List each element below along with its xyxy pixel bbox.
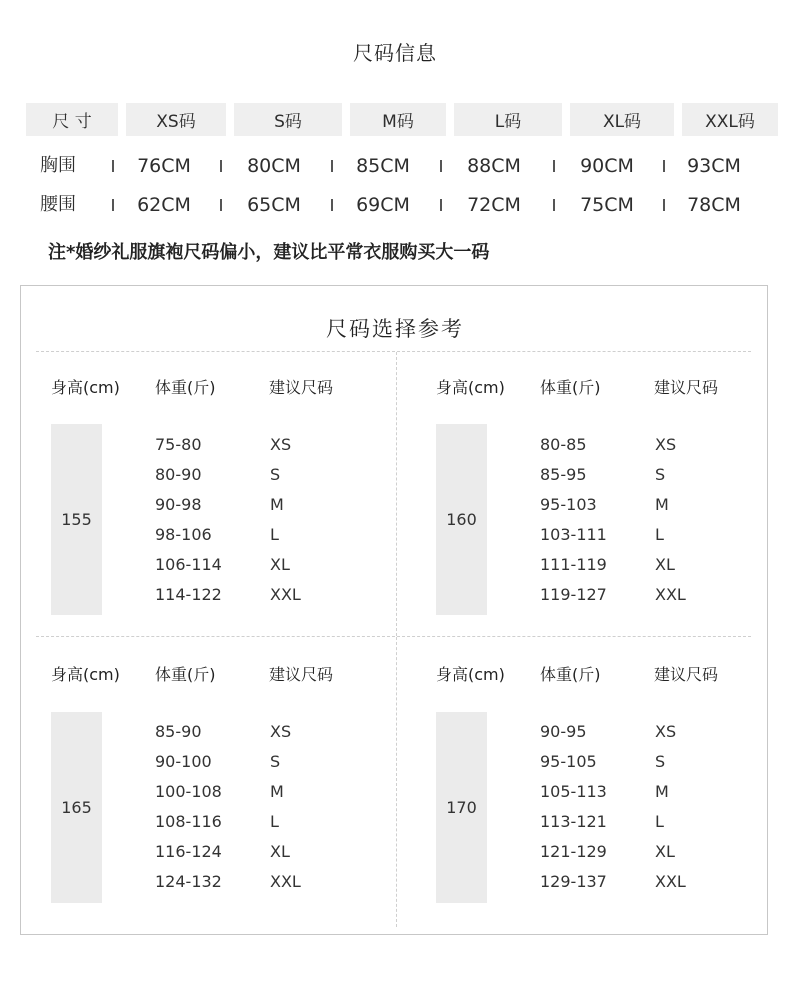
size-label: XXL [270, 585, 301, 604]
chest-value: 85CM [356, 155, 410, 177]
size-label: S [270, 752, 281, 771]
height-value: 155 [51, 424, 102, 615]
size-label: L [270, 812, 279, 831]
size-label: M [270, 782, 284, 801]
waist-value: 65CM [247, 194, 301, 216]
waist-value: 75CM [580, 194, 634, 216]
waist-value: 69CM [356, 194, 410, 216]
size-header: 建议尺码 [269, 665, 334, 684]
size-label: L [655, 812, 664, 831]
size-header-label: 尺 寸 [26, 103, 118, 136]
waist-label: 腰围 [40, 194, 76, 215]
weight-range: 80-85 [540, 435, 587, 454]
weight-range: 119-127 [540, 585, 607, 604]
size-label: XS [270, 722, 292, 741]
size-label: XL [655, 555, 675, 574]
weight-range: 114-122 [155, 585, 222, 604]
height-header: 身高(cm) [51, 378, 120, 397]
reference-group-155 [21, 375, 381, 655]
waist-value: 72CM [467, 194, 521, 216]
size-header-s: S码 [234, 103, 342, 136]
size-label: L [655, 525, 664, 544]
size-label: XS [655, 435, 677, 454]
weight-range: 124-132 [155, 872, 222, 891]
height-header: 身高(cm) [436, 378, 505, 397]
weight-range: 90-95 [540, 722, 587, 741]
weight-header: 体重(斤) [540, 665, 601, 684]
weight-range: 103-111 [540, 525, 607, 544]
chest-value: 93CM [687, 155, 741, 177]
size-label: XXL [655, 872, 686, 891]
size-header-xl: XL码 [570, 103, 674, 136]
size-label: S [270, 465, 281, 484]
size-note: 注*婚纱礼服旗袍尺码偏小，建议比平常衣服购买大一码 [48, 242, 490, 263]
height-value: 165 [51, 712, 102, 903]
size-header-m: M码 [350, 103, 446, 136]
chest-value: 76CM [137, 155, 191, 177]
chest-value: 88CM [467, 155, 521, 177]
weight-range: 90-100 [155, 752, 212, 771]
height-header: 身高(cm) [51, 665, 120, 684]
waist-row [0, 190, 790, 220]
chest-value: 80CM [247, 155, 301, 177]
size-label: M [655, 495, 669, 514]
weight-range: 90-98 [155, 495, 202, 514]
weight-header: 体重(斤) [155, 378, 216, 397]
chest-row [0, 151, 790, 181]
weight-range: 85-95 [540, 465, 587, 484]
waist-value: 62CM [137, 194, 191, 216]
reference-group-170 [406, 662, 766, 942]
weight-range: 111-119 [540, 555, 607, 574]
size-header-l: L码 [454, 103, 562, 136]
weight-range: 116-124 [155, 842, 222, 861]
weight-range: 129-137 [540, 872, 607, 891]
weight-range: 121-129 [540, 842, 607, 861]
weight-range: 108-116 [155, 812, 222, 831]
size-label: L [270, 525, 279, 544]
chest-label: 胸围 [40, 155, 76, 176]
size-info-title: 尺码信息 [353, 41, 437, 65]
size-header: 建议尺码 [654, 665, 719, 684]
size-label: XS [270, 435, 292, 454]
weight-range: 80-90 [155, 465, 202, 484]
weight-range: 95-103 [540, 495, 597, 514]
size-label: S [655, 752, 666, 771]
chest-value: 90CM [580, 155, 634, 177]
divider-top [36, 351, 751, 352]
reference-group-160 [406, 375, 766, 655]
weight-range: 98-106 [155, 525, 212, 544]
size-label: M [655, 782, 669, 801]
height-value: 170 [436, 712, 487, 903]
size-header-row [26, 103, 778, 136]
size-label: M [270, 495, 284, 514]
weight-header: 体重(斤) [540, 378, 601, 397]
size-header: 建议尺码 [269, 378, 334, 397]
size-label: XL [270, 842, 290, 861]
reference-title: 尺码选择参考 [326, 317, 464, 341]
reference-group-165 [21, 662, 381, 942]
size-label: XXL [655, 585, 686, 604]
size-label: XXL [270, 872, 301, 891]
divider-vertical-lower [396, 637, 397, 927]
height-value: 160 [436, 424, 487, 615]
size-label: XL [270, 555, 290, 574]
size-header-xs: XS码 [126, 103, 226, 136]
weight-header: 体重(斤) [155, 665, 216, 684]
weight-range: 113-121 [540, 812, 607, 831]
size-label: XS [655, 722, 677, 741]
waist-value: 78CM [687, 194, 741, 216]
weight-range: 95-105 [540, 752, 597, 771]
weight-range: 106-114 [155, 555, 222, 574]
height-header: 身高(cm) [436, 665, 505, 684]
weight-range: 85-90 [155, 722, 202, 741]
size-header: 建议尺码 [654, 378, 719, 397]
divider-vertical-upper [396, 352, 397, 636]
weight-range: 75-80 [155, 435, 202, 454]
size-header-xxl: XXL码 [682, 103, 778, 136]
size-label: S [655, 465, 666, 484]
size-label: XL [655, 842, 675, 861]
weight-range: 100-108 [155, 782, 222, 801]
weight-range: 105-113 [540, 782, 607, 801]
